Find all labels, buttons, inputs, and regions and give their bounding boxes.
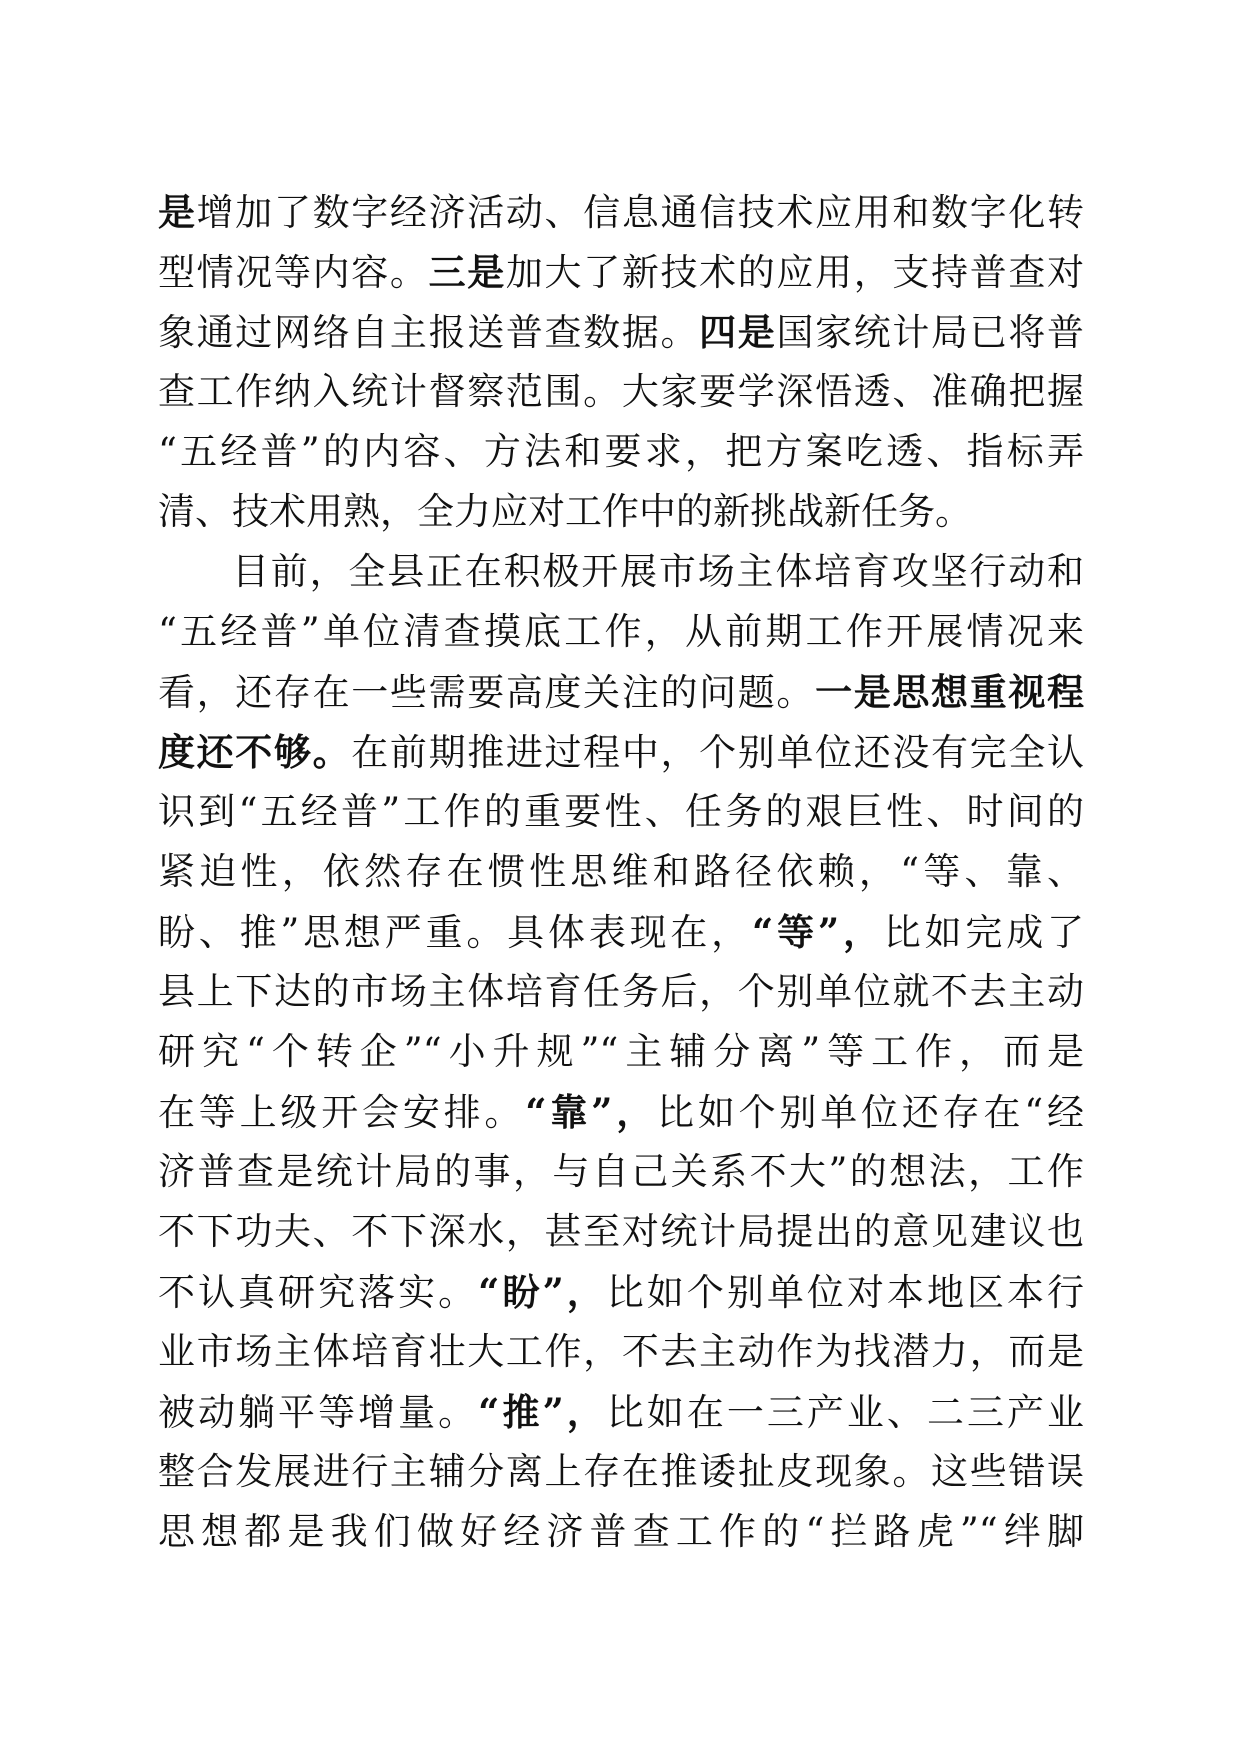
paragraph-1 — [158, 182, 1084, 542]
paragraph-2 — [158, 542, 1084, 1562]
text-line: 象通过网络自主报送普查数据。四是国家统计局已将普 — [158, 310, 1085, 354]
text-line: 型情况等内容。三是加大了新技术的应用，支持普查对 — [158, 250, 1085, 294]
text-line: 县上下达的市场主体培育任务后，个别单位就不去主动 — [158, 970, 1084, 1013]
text-line: 业市场主体培育壮大工作，不去主动作为找潜力，而是 — [158, 1330, 1084, 1373]
text-line: 盼、推”思想严重。具体表现在，“等”，比如完成了 — [158, 910, 1084, 954]
text-line: “五经普”单位清查摸底工作，从前期工作开展情况来 — [158, 610, 1084, 653]
document-page — [158, 182, 1084, 1562]
text-line: 不下功夫、不下深水，甚至对统计局提出的意见建议也 — [158, 1210, 1084, 1253]
text-line: 被动躺平等增量。“推”，比如在一三产业、二三产业 — [158, 1390, 1084, 1434]
text-line: 在等上级开会安排。“靠”，比如个别单位还存在“经 — [158, 1090, 1085, 1134]
text-line: 整合发展进行主辅分离上存在推诿扯皮现象。这些错误 — [158, 1450, 1084, 1493]
text-line: 思想都是我们做好经济普查工作的“拦路虎”“绊脚 — [158, 1510, 1084, 1553]
text-line: 紧迫性，依然存在惯性思维和路径依赖，“等、靠、 — [158, 850, 1084, 893]
text-line: 是增加了数字经济活动、信息通信技术应用和数字化转 — [158, 190, 1085, 234]
text-line: 识到“五经普”工作的重要性、任务的艰巨性、时间的 — [158, 790, 1084, 833]
text-line: 济普查是统计局的事，与自己关系不大”的想法，工作 — [158, 1150, 1084, 1193]
text-line: 研究“个转企”“小升规”“主辅分离”等工作，而是 — [158, 1030, 1084, 1073]
text-line: 清、技术用熟，全力应对工作中的新挑战新任务。 — [158, 490, 972, 533]
text-line: 度还不够。在前期推进过程中，个别单位还没有完全认 — [158, 730, 1085, 774]
text-line: 看，还存在一些需要高度关注的问题。一是思想重视程 — [158, 670, 1085, 714]
text-line: 目前，全县正在积极开展市场主体培育攻坚行动和 — [232, 550, 1084, 593]
text-line: 查工作纳入统计督察范围。大家要学深悟透、准确把握 — [158, 370, 1084, 413]
text-line: “五经普”的内容、方法和要求，把方案吃透、指标弄 — [158, 430, 1084, 473]
text-line: 不认真研究落实。“盼”，比如个别单位对本地区本行 — [158, 1270, 1084, 1314]
